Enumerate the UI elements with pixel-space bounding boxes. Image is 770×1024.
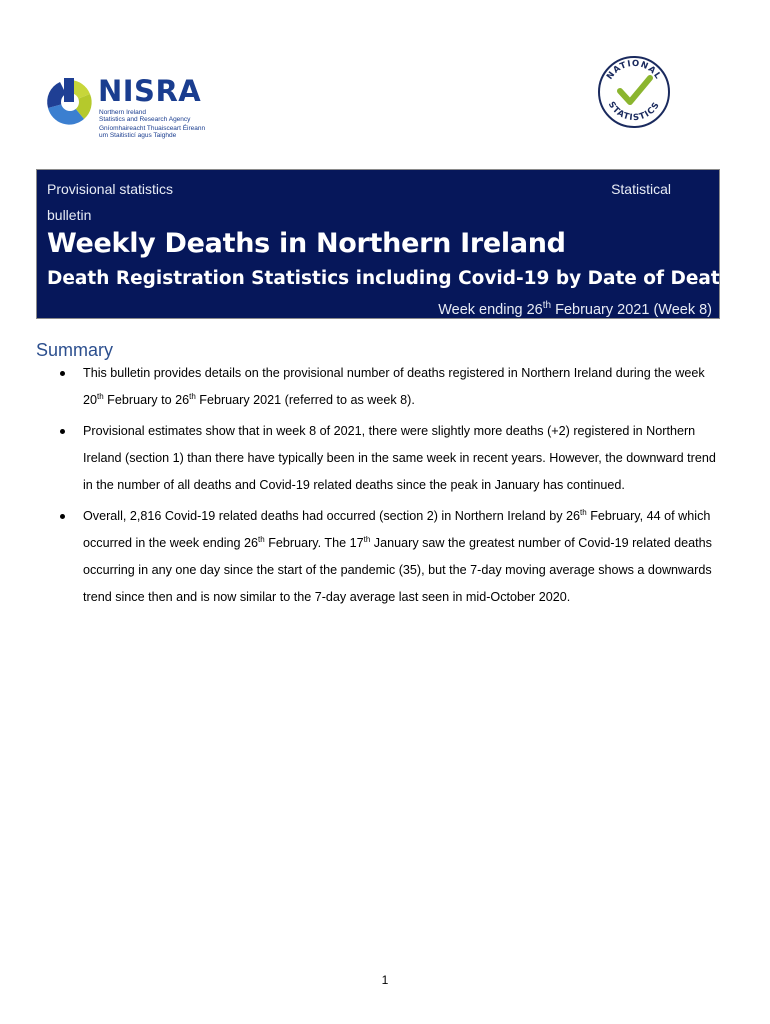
nisra-subline-2: Statistics and Research Agency [99, 116, 191, 123]
page-title: Weekly Deaths in Northern Ireland [47, 228, 566, 259]
bulletin-banner [36, 169, 733, 319]
nisra-subline-1: Northern Ireland [99, 109, 146, 116]
nisra-subline-4: um Staitisticí agus Taighde [99, 132, 177, 139]
nisra-subline-3: Gníomhaireacht Thuaisceart Éireann [99, 125, 206, 132]
provisional-label: Provisional statistics [47, 181, 174, 197]
summary-list [56, 360, 724, 615]
nisra-emblem-icon [40, 74, 100, 130]
bullet-dot [60, 514, 65, 519]
bullet-dot [60, 429, 65, 434]
nisra-logo [40, 74, 220, 140]
bullet-dot [60, 371, 65, 376]
summary-bullet-2: Provisional estimates show that in week 8 of 2021, there were slightly more deaths (+2) registered in Northern Ireland (section 1) than there have typically been in the same week in recent years. However, the downward trend in the number of all deaths and Covid-19 related deaths since the peak in January has continued. [56, 418, 724, 499]
summary-bullet-3: Overall, 2,816 Covid-19 related deaths had occurred (section 2) in Northern Ireland by 26th February, 44 of which occurred in the week ending 26th February. The 17th January saw the greatest number of Covid-19 related deaths occurring in any one day since the start of the pandemic (35), but the 7-day moving average shows a downwards trend since then and is now similar to the 7-day average last seen in mid-October 2020. [56, 503, 724, 611]
page-number: 1 [381, 973, 389, 987]
svg-text:NATIONAL: NATIONAL [605, 58, 664, 82]
bulletin-label: bulletin [47, 207, 92, 223]
page-subtitle: Death Registration Statistics including Covid-19 by Date of Death [47, 268, 733, 289]
summary-bullet-1: This bulletin provides details on the provisional number of deaths registered in Northern Ireland during the week 20th February to 26th February 2021 (referred to as week 8). [56, 360, 724, 414]
week-ending-label: Week ending 26th February 2021 (Week 8) [438, 300, 712, 318]
summary-heading: Summary [36, 340, 114, 360]
statistical-label: Statistical [611, 181, 671, 197]
national-statistics-badge [596, 54, 672, 130]
national-statistics-check-icon [596, 54, 672, 130]
svg-text:STATISTICS: STATISTICS [605, 100, 663, 124]
nisra-wordmark: NISRA [98, 74, 202, 108]
